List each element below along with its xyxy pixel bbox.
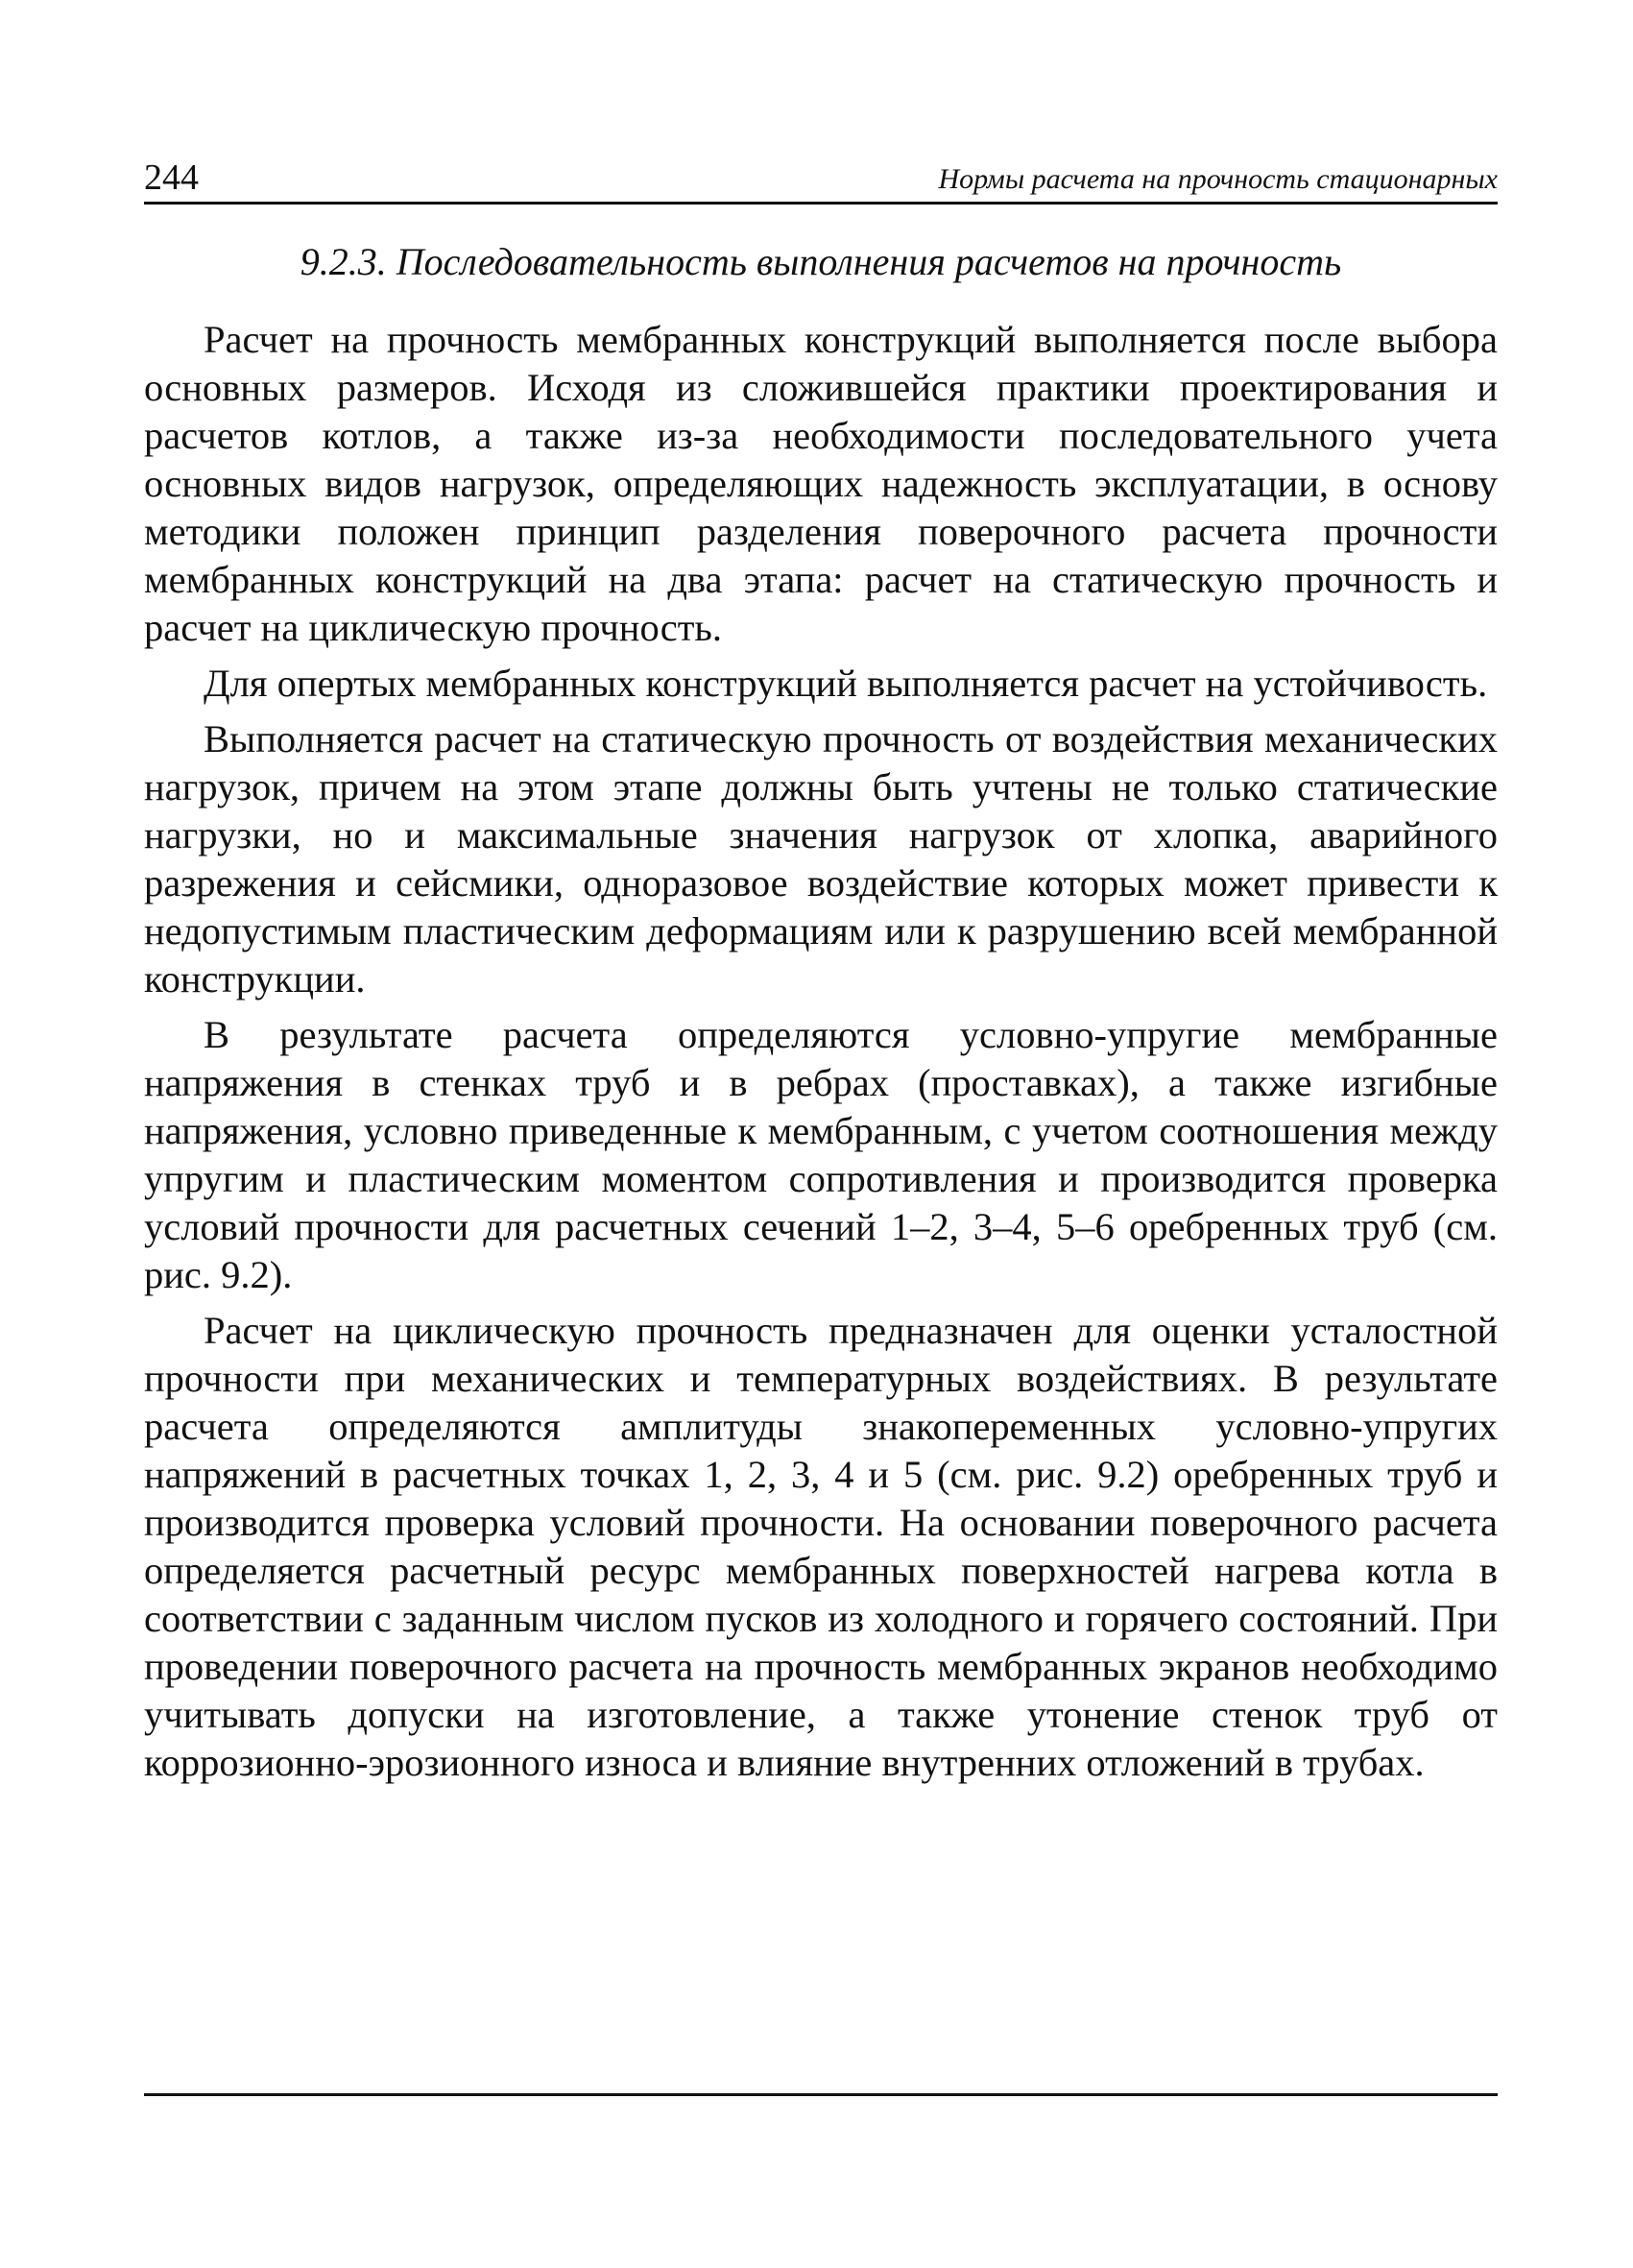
paragraph: Расчет на прочность мембранных конструкций выполняется после выбора основных размеров. Исходя из сложившейся практики проектирования и расчетов котлов, а также из-за необходимости последовательного учета основных видов нагрузок, определяющих надежность эксплуатации, в основу методики положен принцип разделения поверочного расчета прочности мембранных конструкций на два этапа: расчет на статическую прочность и расчет на циклическую прочность. [144, 318, 1498, 649]
running-title: Нормы расчета на прочность стационарных [938, 163, 1498, 195]
paragraph: Расчет на циклическую прочность предназначен для оценки усталостной прочности при механических и температурных воздействиях. В результате расчета определяются амплитуды знакопеременных условно-упругих напряжений в расчетных точках 1, 2, 3, 4 и 5 (см. рис. 9.2) оребренных труб и производится проверка условий прочности. На основании поверочного расчета определяется расчетный ресурс мембранных поверхностей нагрева котла в соответствии с заданным числом пусков из холодного и горячего состояний. При проведении поверочного расчета на прочность мембранных экранов необходимо учитывать допуски на изготовление, а также утонение стенок труб от коррозионно-эрозионного износа и влияние внутренних отложений в трубах. [144, 1309, 1498, 1784]
book-page [144, 144, 1498, 1795]
paragraph: В результате расчета определяются условно-упругие мембранные напряжения в стенках труб и в ребрах (проставках), а также изгибные напряжения, условно приведенные к мембранным, с учетом соотношения между упругим и пластическим моментом сопротивления и производится проверка условий прочности для расчетных сечений 1–2, 3–4, 5–6 оребренных труб (см. рис. 9.2). [144, 1013, 1498, 1296]
section-title: 9.2.3. Последовательность выполнения расчетов на прочность [300, 240, 1342, 283]
page-header [144, 144, 1498, 205]
paragraph: Выполняется расчет на статическую прочность от воздействия механических нагрузок, причем на этом этапе должны быть учтены не только статические нагрузки, но и максимальные значения нагрузок от хлопка, аварийного разрежения и сейсмики, одноразовое воздействие которых может привести к недопустимым пластическим деформациям или к разрушению всей мембранной конструкции. [144, 717, 1498, 1001]
paragraph: Для опертых мембранных конструкций выполняется расчет на устойчивость. [204, 662, 1488, 705]
body-text [144, 316, 1498, 1787]
footer-rule [144, 2093, 1498, 2096]
page-number: 244 [144, 157, 199, 198]
